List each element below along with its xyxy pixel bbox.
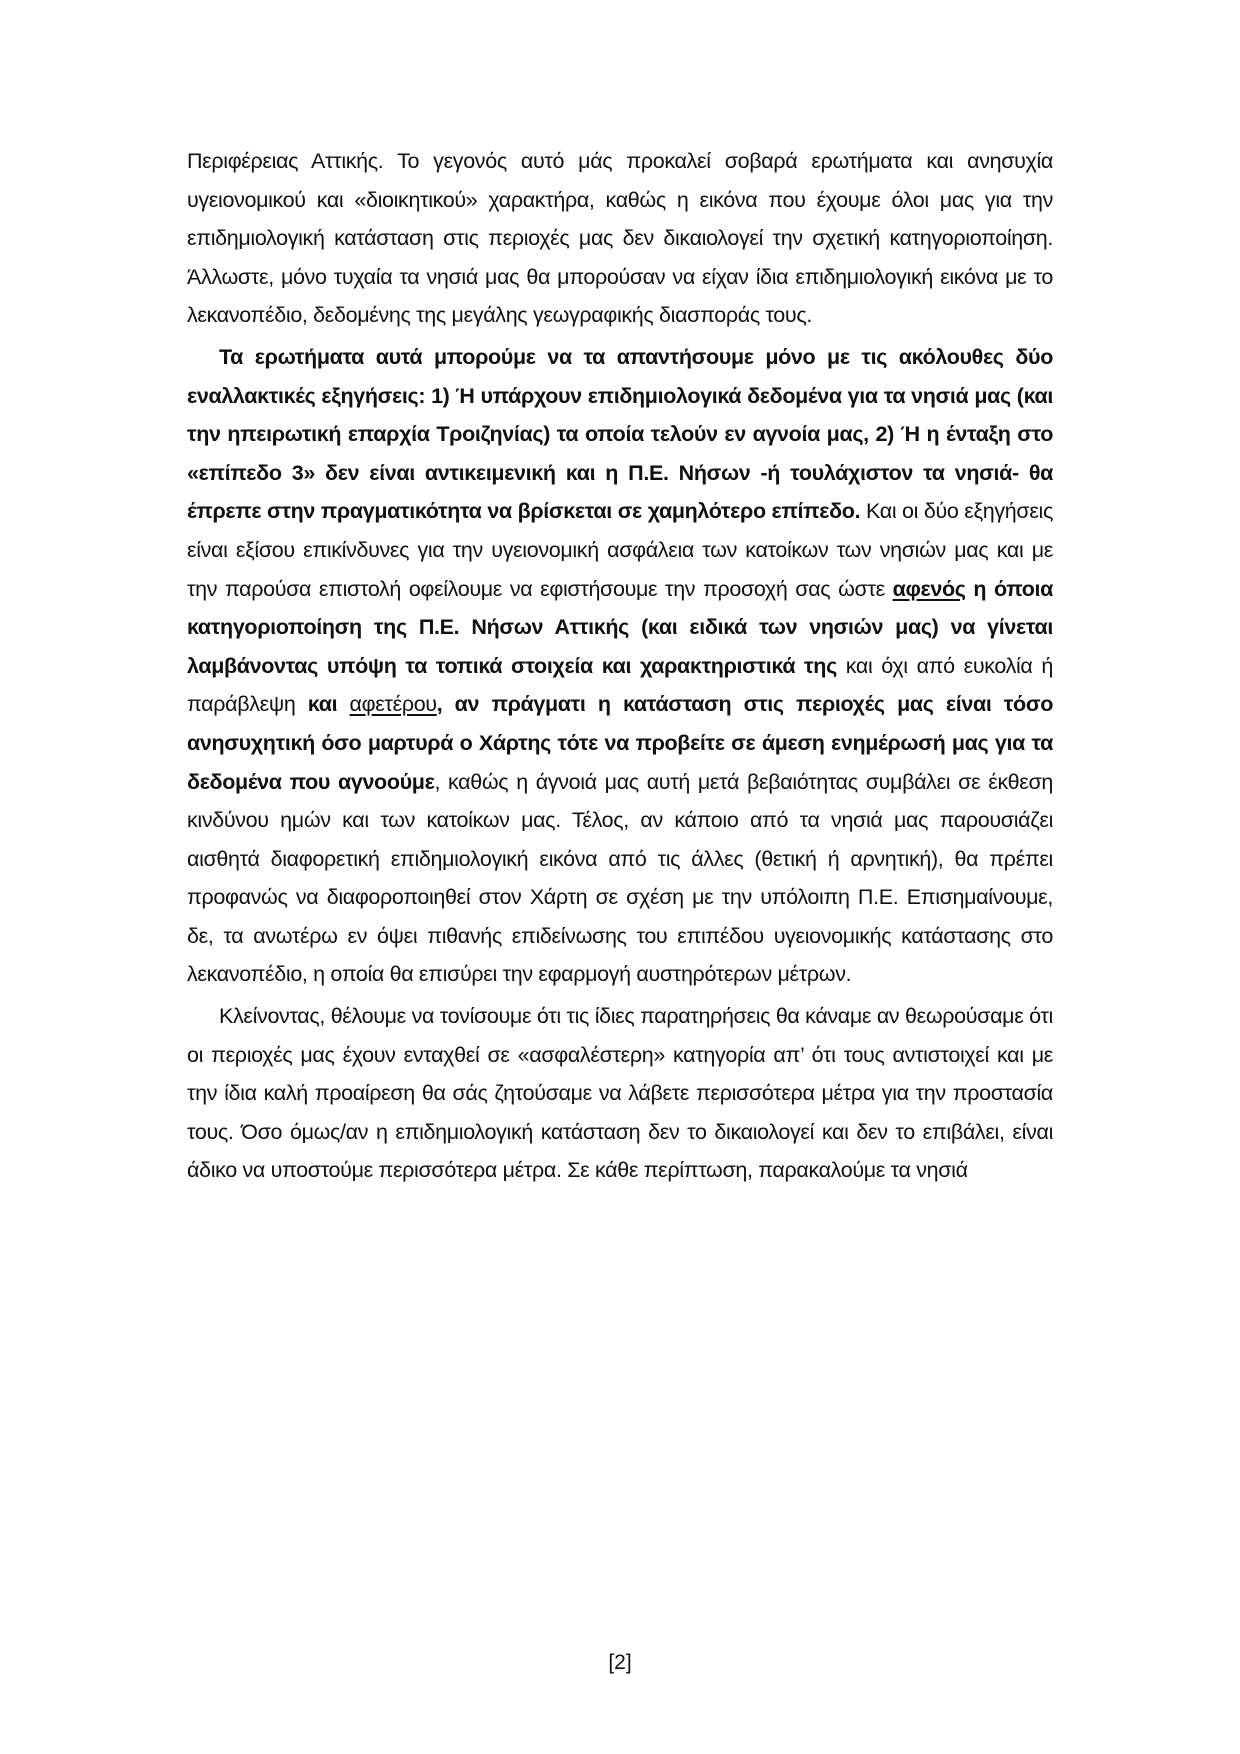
paragraph-2-bold-intro: Τα ερωτήματα αυτά μπορούμε να τα απαντήσουμε μόνο με τις ακόλουθες δύο εναλλακτικές εξηγήσεις: 1) Ή υπάρχουν επιδημιολογικά δεδομένα για τα νησιά μας (και την ηπειρωτική επαρχία Τροιζηνίας) τα οποία τελούν εν αγνοία μας, 2) Ή η ένταξη στο «επίπεδο 3» δεν είναι αντικειμενική και η Π.Ε. Νήσων -ή τουλάχιστον τα νησιά- θα έπρεπε στην πραγματικότητα να βρίσκεται σε χαμηλότερο επίπεδο. — [187, 344, 1053, 524]
paragraph-2-afeterou: αφετέρου — [349, 692, 437, 717]
paragraph-2-bold-kai: και — [307, 692, 350, 717]
paragraph-2-bold-request-2: , αν πράγματι η κατάσταση στις περιοχές μας είναι τόσο ανησυχητική όσο μαρτυρά ο Χάρτης τότε να προβείτε σε άμεση ενημέρωσή μας για τα δεδομένα που αγνοούμε — [187, 692, 1053, 794]
paragraph-2-text-3: , καθώς η άγνοιά μας αυτή μετά βεβαιότητας συμβάλει σε έκθεση κινδύνου ημών και των κατοίκων μας. Τέλος, αν κάποιο από τα νησιά μας παρουσιάζει αισθητά διαφορετική επιδημιολογική εικόνα από τις άλλες (θετική ή αρνητική), θα πρέπει προφανώς να διαφοροποιηθεί στον Χάρτη σε σχέση με την υπόλοιπη Π.Ε. Επισημαίνουμε, δε, τα ανωτέρω εν όψει πιθανής επιδείνωσης του επιπέδου υγειονομικής κατάστασης στο λεκανοπέδιο, η οποία θα επισύρει την εφαρμογή αυστηρότερων μέτρων. — [187, 769, 1053, 987]
paragraph-1-text: Περιφέρειας Αττικής. Το γεγονός αυτό μάς προκαλεί σοβαρά ερωτήματα και ανησυχία υγειονομικού και «διοικητικού» χαρακτήρα, καθώς η εικόνα που έχουμε όλοι μας για την επιδημιολογική κατάσταση στις περιοχές μας δεν δικαιολογεί την σχετική κατηγοριοποίηση. Άλλωστε, μόνο τυχαία τα νησιά μας θα μπορούσαν να είχαν ίδια επιδημιολογική εικόνα με το λεκανοπέδιο, δεδομένης της μεγάλης γεωγραφικής διασποράς τους. — [187, 149, 1053, 328]
paragraph-2 — [187, 338, 1053, 994]
paragraph-3 — [187, 997, 1053, 1190]
paragraph-2-afenos: αφενός — [892, 576, 966, 601]
page-number: [2] — [608, 1651, 632, 1674]
paragraph-1 — [187, 142, 1053, 335]
document-page — [187, 142, 1053, 1190]
paragraph-2-bold-request-1: η όποια κατηγοριοποίηση της Π.Ε. Νήσων Αττικής (και ειδικά των νησιών μας) να γίνεται λαμβάνοντας υπόψη τα τοπικά στοιχεία και χαρακτηριστικά της — [187, 576, 1053, 678]
paragraph-2-text-1: Και οι δύο εξηγήσεις είναι εξίσου επικίνδυνες για την υγειονομική ασφάλεια των κατοίκων των νησιών μας και με την παρούσα επιστολή οφείλουμε να εφιστήσουμε την προσοχή σας ώστε — [187, 499, 1053, 601]
paragraph-2-text-2: και όχι από ευκολία ή παράβλεψη — [187, 653, 1053, 717]
paragraph-3-text: Κλείνοντας, θέλουμε να τονίσουμε ότι τις ίδιες παρατηρήσεις θα κάναμε αν θεωρούσαμε ότι οι περιοχές μας έχουν ενταχθεί σε «ασφαλέστερη» κατηγορία απ’ ότι τους αντιστοιχεί και με την ίδια καλή προαίρεση θα σάς ζητούσαμε να λάβετε περισσότερα μέτρα για την προστασία τους. Όσο όμως/αν η επιδημιολογική κατάσταση δεν το δικαιολογεί και δεν το επιβάλει, είναι άδικο να υποστούμε περισσότερα μέτρα. Σε κάθε περίπτωση, παρακαλούμε τα νησιά — [187, 1004, 1053, 1183]
